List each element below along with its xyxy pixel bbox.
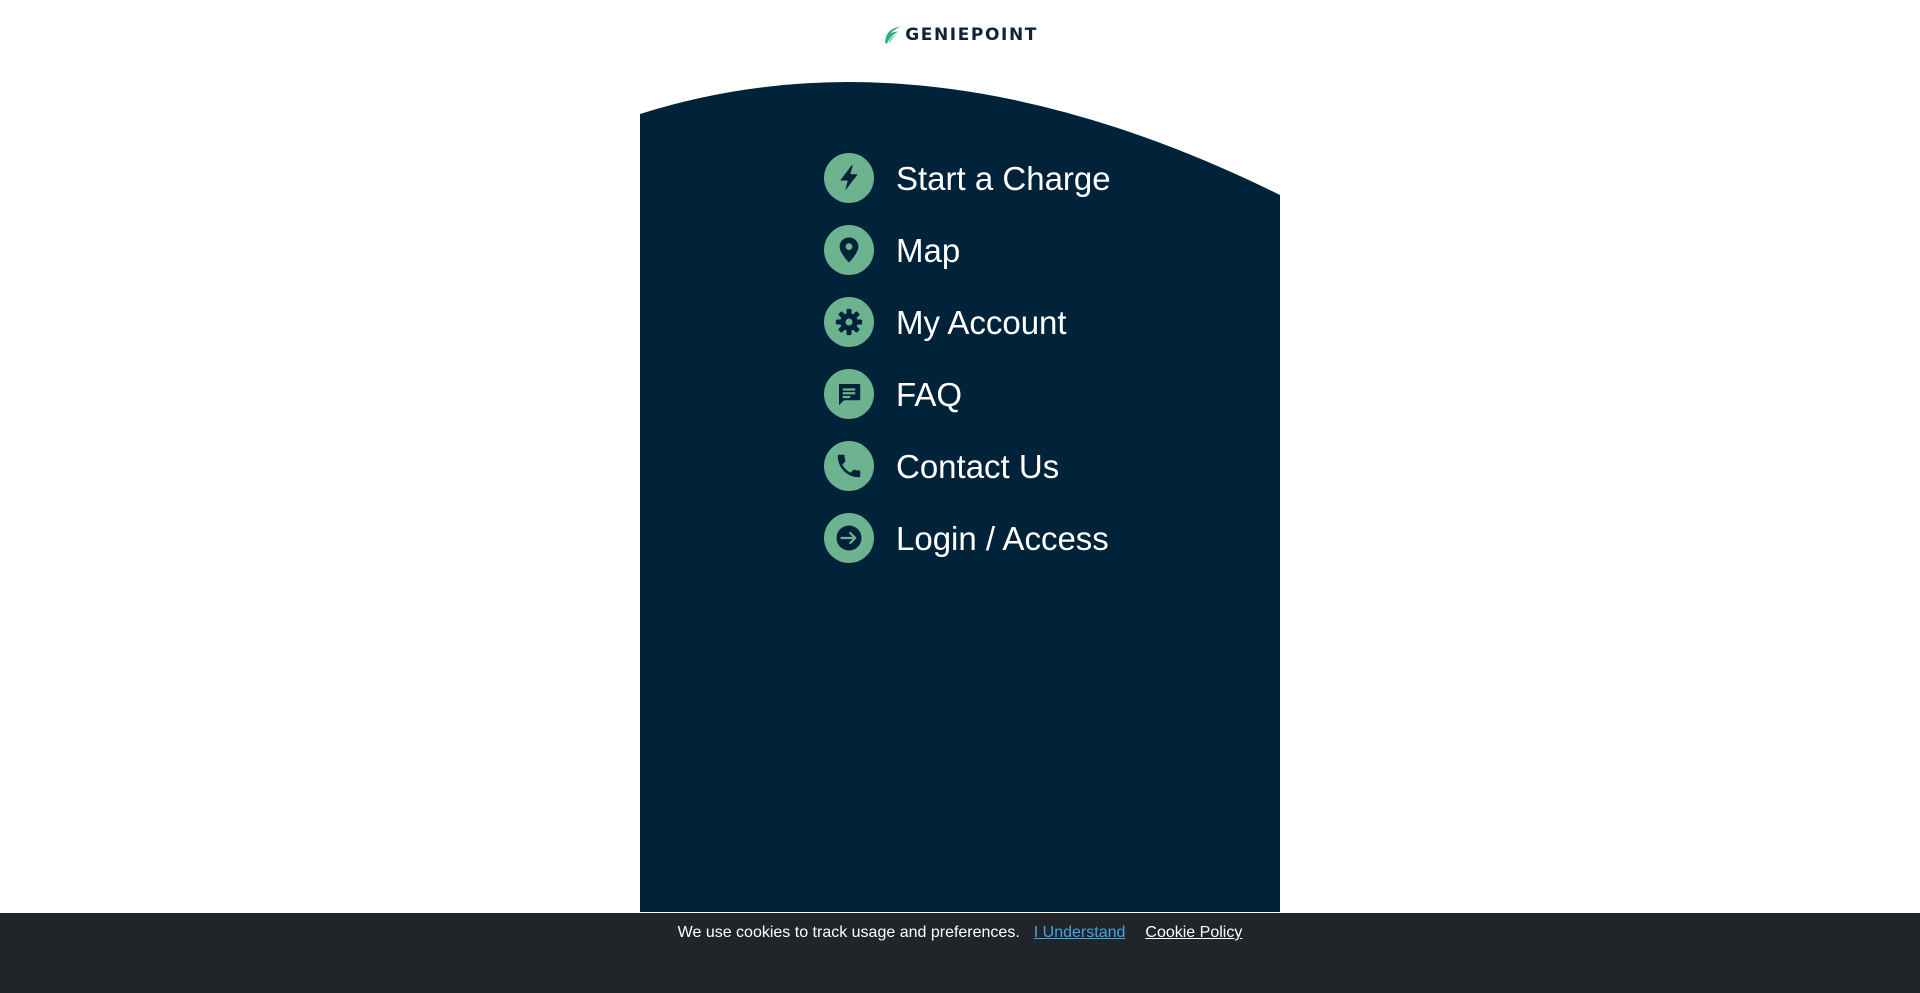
menu-item-start-a-charge[interactable]: [824, 153, 1111, 203]
site-header: [0, 0, 1920, 70]
cookie-accept-link[interactable]: I Understand: [1033, 924, 1126, 941]
menu-item-contact-us[interactable]: [824, 441, 1111, 491]
menu-item-label: Start a Charge: [896, 159, 1111, 197]
map-pin-icon: [824, 225, 874, 275]
menu-item-label: Map: [896, 231, 961, 269]
menu-item-map[interactable]: [824, 225, 1111, 275]
cookie-message: We use cookies to track usage and preferences.: [677, 924, 1020, 941]
chat-bubble-icon: [824, 369, 874, 419]
menu-item-label: My Account: [896, 303, 1067, 341]
arrow-right-circle-icon: [824, 513, 874, 563]
cookie-policy-link[interactable]: Cookie Policy: [1145, 924, 1243, 941]
gear-icon: [824, 297, 874, 347]
geniepoint-logo[interactable]: [883, 20, 1038, 50]
lightning-bolt-icon: [824, 153, 874, 203]
menu-item-my-account[interactable]: [824, 297, 1111, 347]
main-menu: [824, 153, 1111, 585]
geniepoint-leaf-icon: [883, 21, 901, 49]
menu-item-faq[interactable]: [824, 369, 1111, 419]
menu-item-label: FAQ: [896, 375, 963, 413]
menu-item-label: Login / Access: [896, 519, 1109, 557]
brand-name: GENIEPOINT: [905, 25, 1038, 45]
phone-icon: [824, 441, 874, 491]
menu-item-login-access[interactable]: [824, 513, 1111, 563]
cookie-banner: [0, 913, 1920, 993]
menu-item-label: Contact Us: [896, 447, 1060, 485]
